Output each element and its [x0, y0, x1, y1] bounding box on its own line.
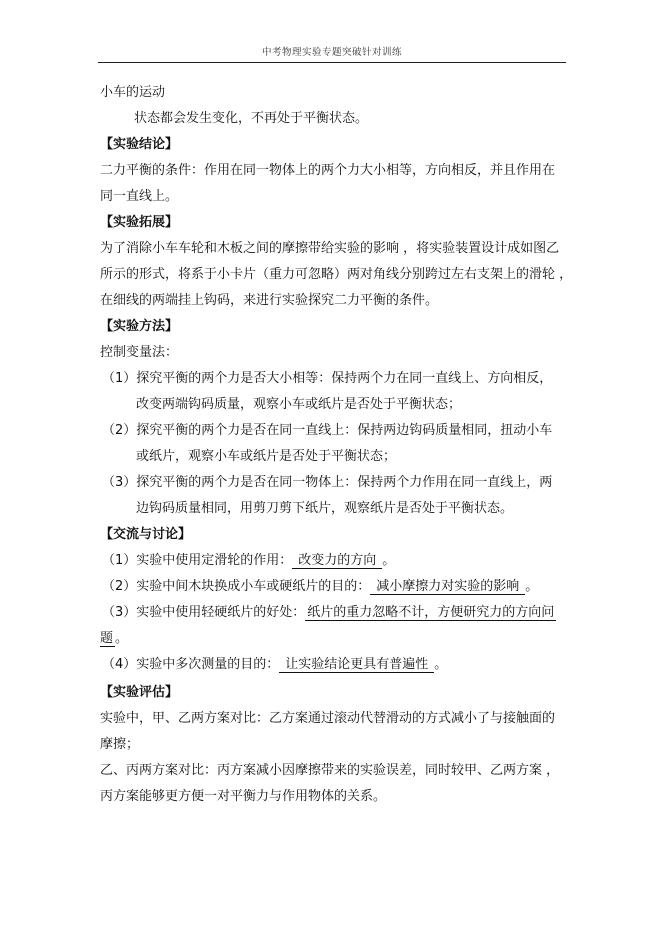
question-text: （3）实验中使用轻硬纸片的好处：	[102, 605, 306, 620]
text-line: 同一直线上。	[100, 189, 179, 204]
section-heading-extension: 【实验拓展】	[100, 215, 179, 230]
text-line: 状态都会发生变化，不再处于平衡状态。	[134, 111, 369, 126]
text-line: 改变两端钩码质量，观察小车或纸片是否处于平衡状态；	[136, 397, 462, 412]
question-end: 。	[434, 657, 448, 672]
question-end: 。	[115, 631, 129, 646]
text-line: 摩擦；	[100, 737, 140, 752]
text-line: 丙方案能够更方便一对平衡力与作用物体的关系。	[100, 789, 387, 804]
answer-blank: 题	[100, 631, 114, 646]
section-heading-method: 【实验方法】	[100, 319, 179, 334]
list-item: （2）探究平衡的两个力是否在同一直线上：保持两边钩码质量相同，扭动小车	[102, 423, 553, 438]
text-line: 或纸片，观察小车或纸片是否处于平衡状态；	[136, 449, 397, 464]
section-heading-discussion: 【交流与讨论】	[100, 527, 192, 542]
text-line: 乙、丙两方案对比：丙方案减小因摩擦带来的实验误差，同时较甲、乙两方案 ，	[100, 763, 560, 778]
section-heading-evaluation: 【实验评估】	[100, 685, 179, 700]
header-rule	[98, 62, 566, 63]
text-line: 为了消除小车车轮和木板之间的摩擦带给实验的影响 ，将实验装置设计成如图乙	[100, 241, 560, 256]
question-2	[102, 578, 538, 596]
question-text: （1）实验中使用定滑轮的作用：	[102, 553, 293, 568]
question-3	[102, 604, 556, 622]
question-4	[102, 656, 447, 674]
text-line: 在细线的两端挂上钩码，来进行实验探究二力平衡的条件。	[100, 293, 439, 308]
question-end: 。	[525, 579, 539, 594]
list-item: （3）探究平衡的两个力是否在同一物体上：保持两个力作用在同一直线上，两	[102, 475, 553, 490]
question-end: 。	[382, 553, 396, 568]
answer-blank: 让实验结论更具有普遍性	[279, 657, 434, 673]
text-line: 实验中，甲、乙两方案对比：乙方案通过滚动代替滑动的方式减小了与接触面的	[100, 711, 556, 726]
page-header: 中考物理实验专题突破针对训练	[261, 47, 402, 58]
text-line: 控制变量法：	[100, 345, 179, 360]
text-line: 所示的形式，将系于小卡片（重力可忽略）两对角线分别跨过左右支架上的滑轮 ，	[100, 267, 573, 282]
list-item: （1）探究平衡的两个力是否大小相等：保持两个力在同一直线上、方向相反，	[102, 371, 553, 386]
question-3-cont	[100, 630, 128, 648]
answer-blank: 减小摩擦力对实验的影响	[370, 579, 525, 595]
question-text: （4）实验中多次测量的目的：	[102, 657, 280, 672]
answer-blank: 纸片的重力忽略不计，方便研究力的方向问	[307, 605, 555, 620]
section-heading-conclusion: 【实验结论】	[100, 137, 179, 152]
text-line: 边钩码质量相同，用剪刀剪下纸片，观察纸片是否处于平衡状态。	[136, 501, 514, 516]
question-text: （2）实验中间木块换成小车或硬纸片的目的：	[102, 579, 371, 594]
text-line: 二力平衡的条件：作用在同一物体上的两个力大小相等，方向相反，并且作用在	[100, 163, 556, 178]
text-line: 小车的运动	[100, 85, 166, 100]
question-1	[102, 552, 395, 570]
answer-blank: 改变力的方向	[292, 553, 382, 569]
